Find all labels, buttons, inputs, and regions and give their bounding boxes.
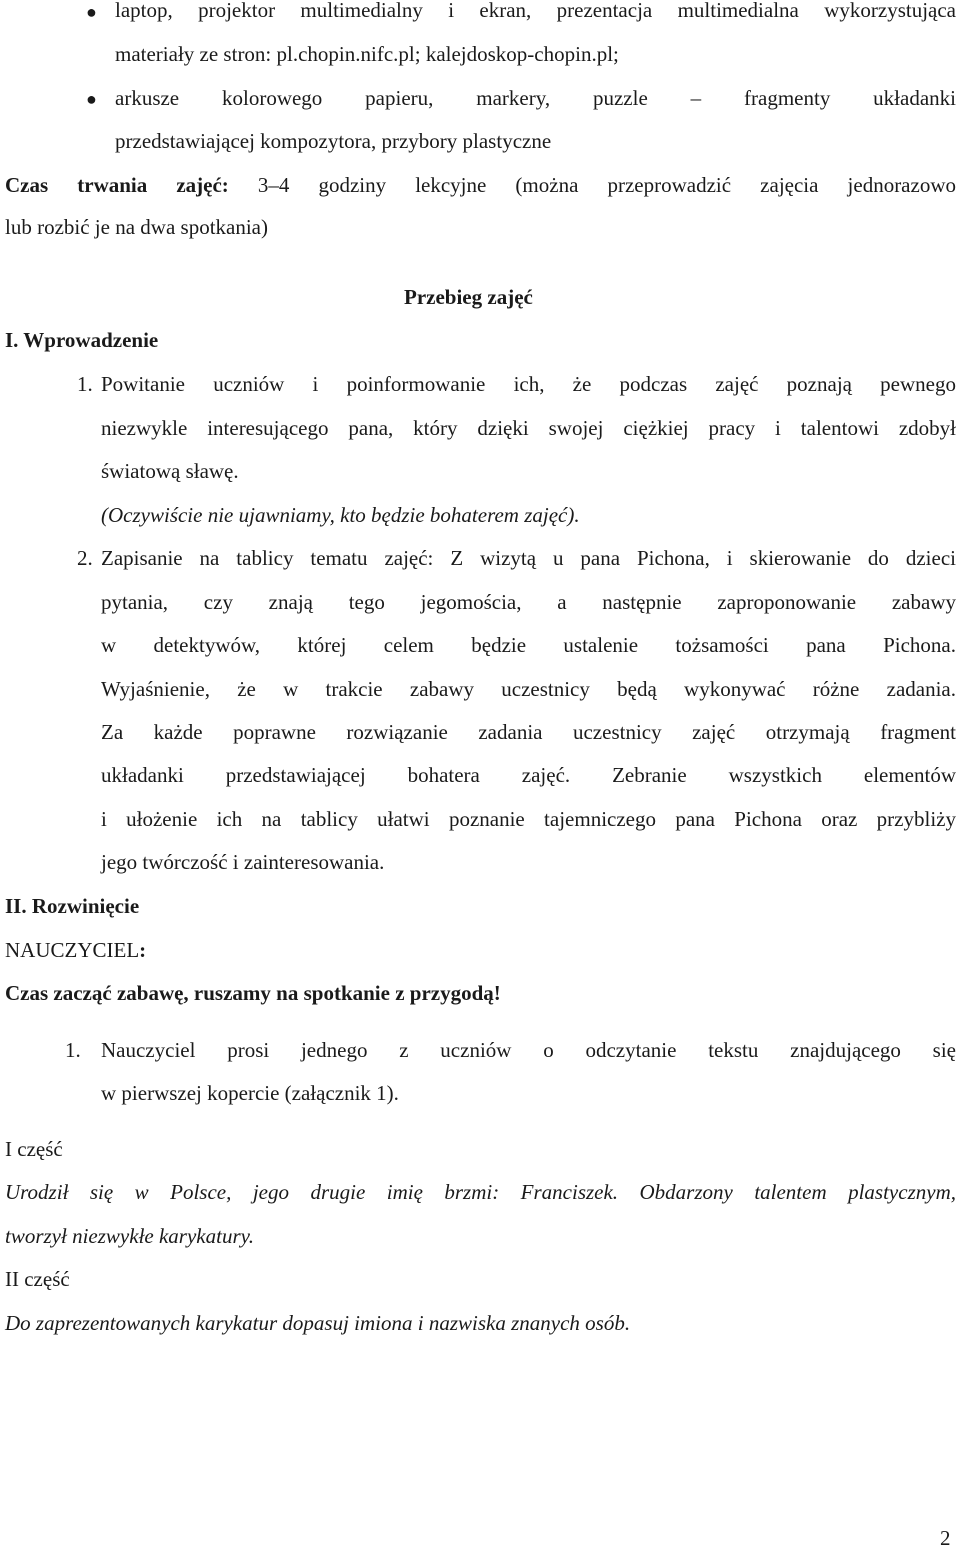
- intro-step-2-line: układanki przedstawiającej bohatera zajęć. Zebranie wszystkich elementów: [101, 763, 956, 787]
- part-1-line: Urodził się w Polsce, jego drugie imię brzmi: Franciszek. Obdarzony talentem plastycznym,: [5, 1180, 956, 1204]
- page-number: 2: [940, 1526, 951, 1550]
- duration-line-2: lub rozbić je na dwa spotkania): [5, 215, 268, 239]
- intro-step-1-line: Powitanie uczniów i poinformowanie ich, że podczas zajęć poznają pewnego: [101, 372, 956, 396]
- intro-step-2-line: Za każde poprawne rozwiązanie zadania uczestnicy zajęć otrzymają fragment: [101, 720, 956, 744]
- duration-label: Czas trwania zajęć:: [5, 173, 229, 197]
- intro-step-2-line: w detektywów, której celem będzie ustalenie tożsamości pana Pichona.: [101, 633, 956, 657]
- part-2-label: II część: [5, 1267, 70, 1291]
- section-title: Przebieg zajęć: [404, 285, 533, 309]
- teacher-colon: :: [139, 938, 147, 962]
- development-step-1-line: Nauczyciel prosi jednego z uczniów o odczytanie tekstu znajdującego się: [101, 1038, 956, 1062]
- part-2-line: Do zaprezentowanych karykatur dopasuj imiona i nazwiska znanych osób.: [5, 1311, 631, 1335]
- intro-step-2-line: jego twórczość i zainteresowania.: [101, 850, 385, 874]
- bullet-icon: ●: [86, 89, 97, 109]
- intro-step-1-line: niezwykle interesującego pana, który dzięki swojej ciężkiej pracy i talentowi zdobył: [101, 416, 956, 440]
- teacher-label-line: [5, 940, 146, 961]
- intro-step-1-note: (Oczywiście nie ujawniamy, kto będzie bohaterem zajęć).: [101, 503, 580, 527]
- intro-step-2-line: Wyjaśnienie, że w trakcie zabawy uczestnicy będą wykonywać różne zadania.: [101, 677, 956, 701]
- intro-step-2-number: 2.: [77, 546, 93, 570]
- intro-step-1-number: 1.: [77, 372, 93, 396]
- intro-step-2-line: pytania, czy znają tego jegomościa, a następnie zaproponowanie zabawy: [101, 590, 956, 614]
- development-step-1-number: 1.: [65, 1038, 81, 1062]
- development-heading: II. Rozwinięcie: [5, 894, 140, 918]
- intro-heading: I. Wprowadzenie: [5, 328, 159, 352]
- call-to-adventure: Czas zacząć zabawę, ruszamy na spotkanie z przygodą!: [5, 981, 501, 1005]
- duration-text: 3–4 godziny lekcyjne (można przeprowadzić zajęcia jednorazowo: [257, 173, 956, 197]
- materials-item-1-line-2: materiały ze stron: pl.chopin.nifc.pl; kalejdoskop-chopin.pl;: [115, 42, 619, 66]
- part-1-line: tworzył niezwykłe karykatury.: [5, 1224, 255, 1248]
- teacher-label: NAUCZYCIEL: [5, 938, 140, 962]
- intro-step-1-line: światową sławę.: [101, 459, 239, 483]
- part-1-label: I część: [5, 1137, 63, 1161]
- intro-step-2-line: i ułożenie ich na tablicy ułatwi poznanie tajemniczego pana Pichona oraz przybliży: [101, 807, 956, 831]
- materials-item-2-line-1: arkusze kolorowego papieru, markery, puzzle – fragmenty układanki: [115, 86, 956, 110]
- materials-item-1-line-1: laptop, projektor multimedialny i ekran, prezentacja multimedialna wykorzystująca: [115, 0, 956, 22]
- duration-line-1: [5, 175, 956, 196]
- development-step-1-line: w pierwszej kopercie (załącznik 1).: [101, 1081, 399, 1105]
- intro-step-2-line: Zapisanie na tablicy tematu zajęć: Z wizytą u pana Pichona, i skierowanie do dzieci: [101, 546, 956, 570]
- bullet-icon: ●: [86, 2, 97, 22]
- materials-item-2-line-2: przedstawiającej kompozytora, przybory plastyczne: [115, 129, 552, 153]
